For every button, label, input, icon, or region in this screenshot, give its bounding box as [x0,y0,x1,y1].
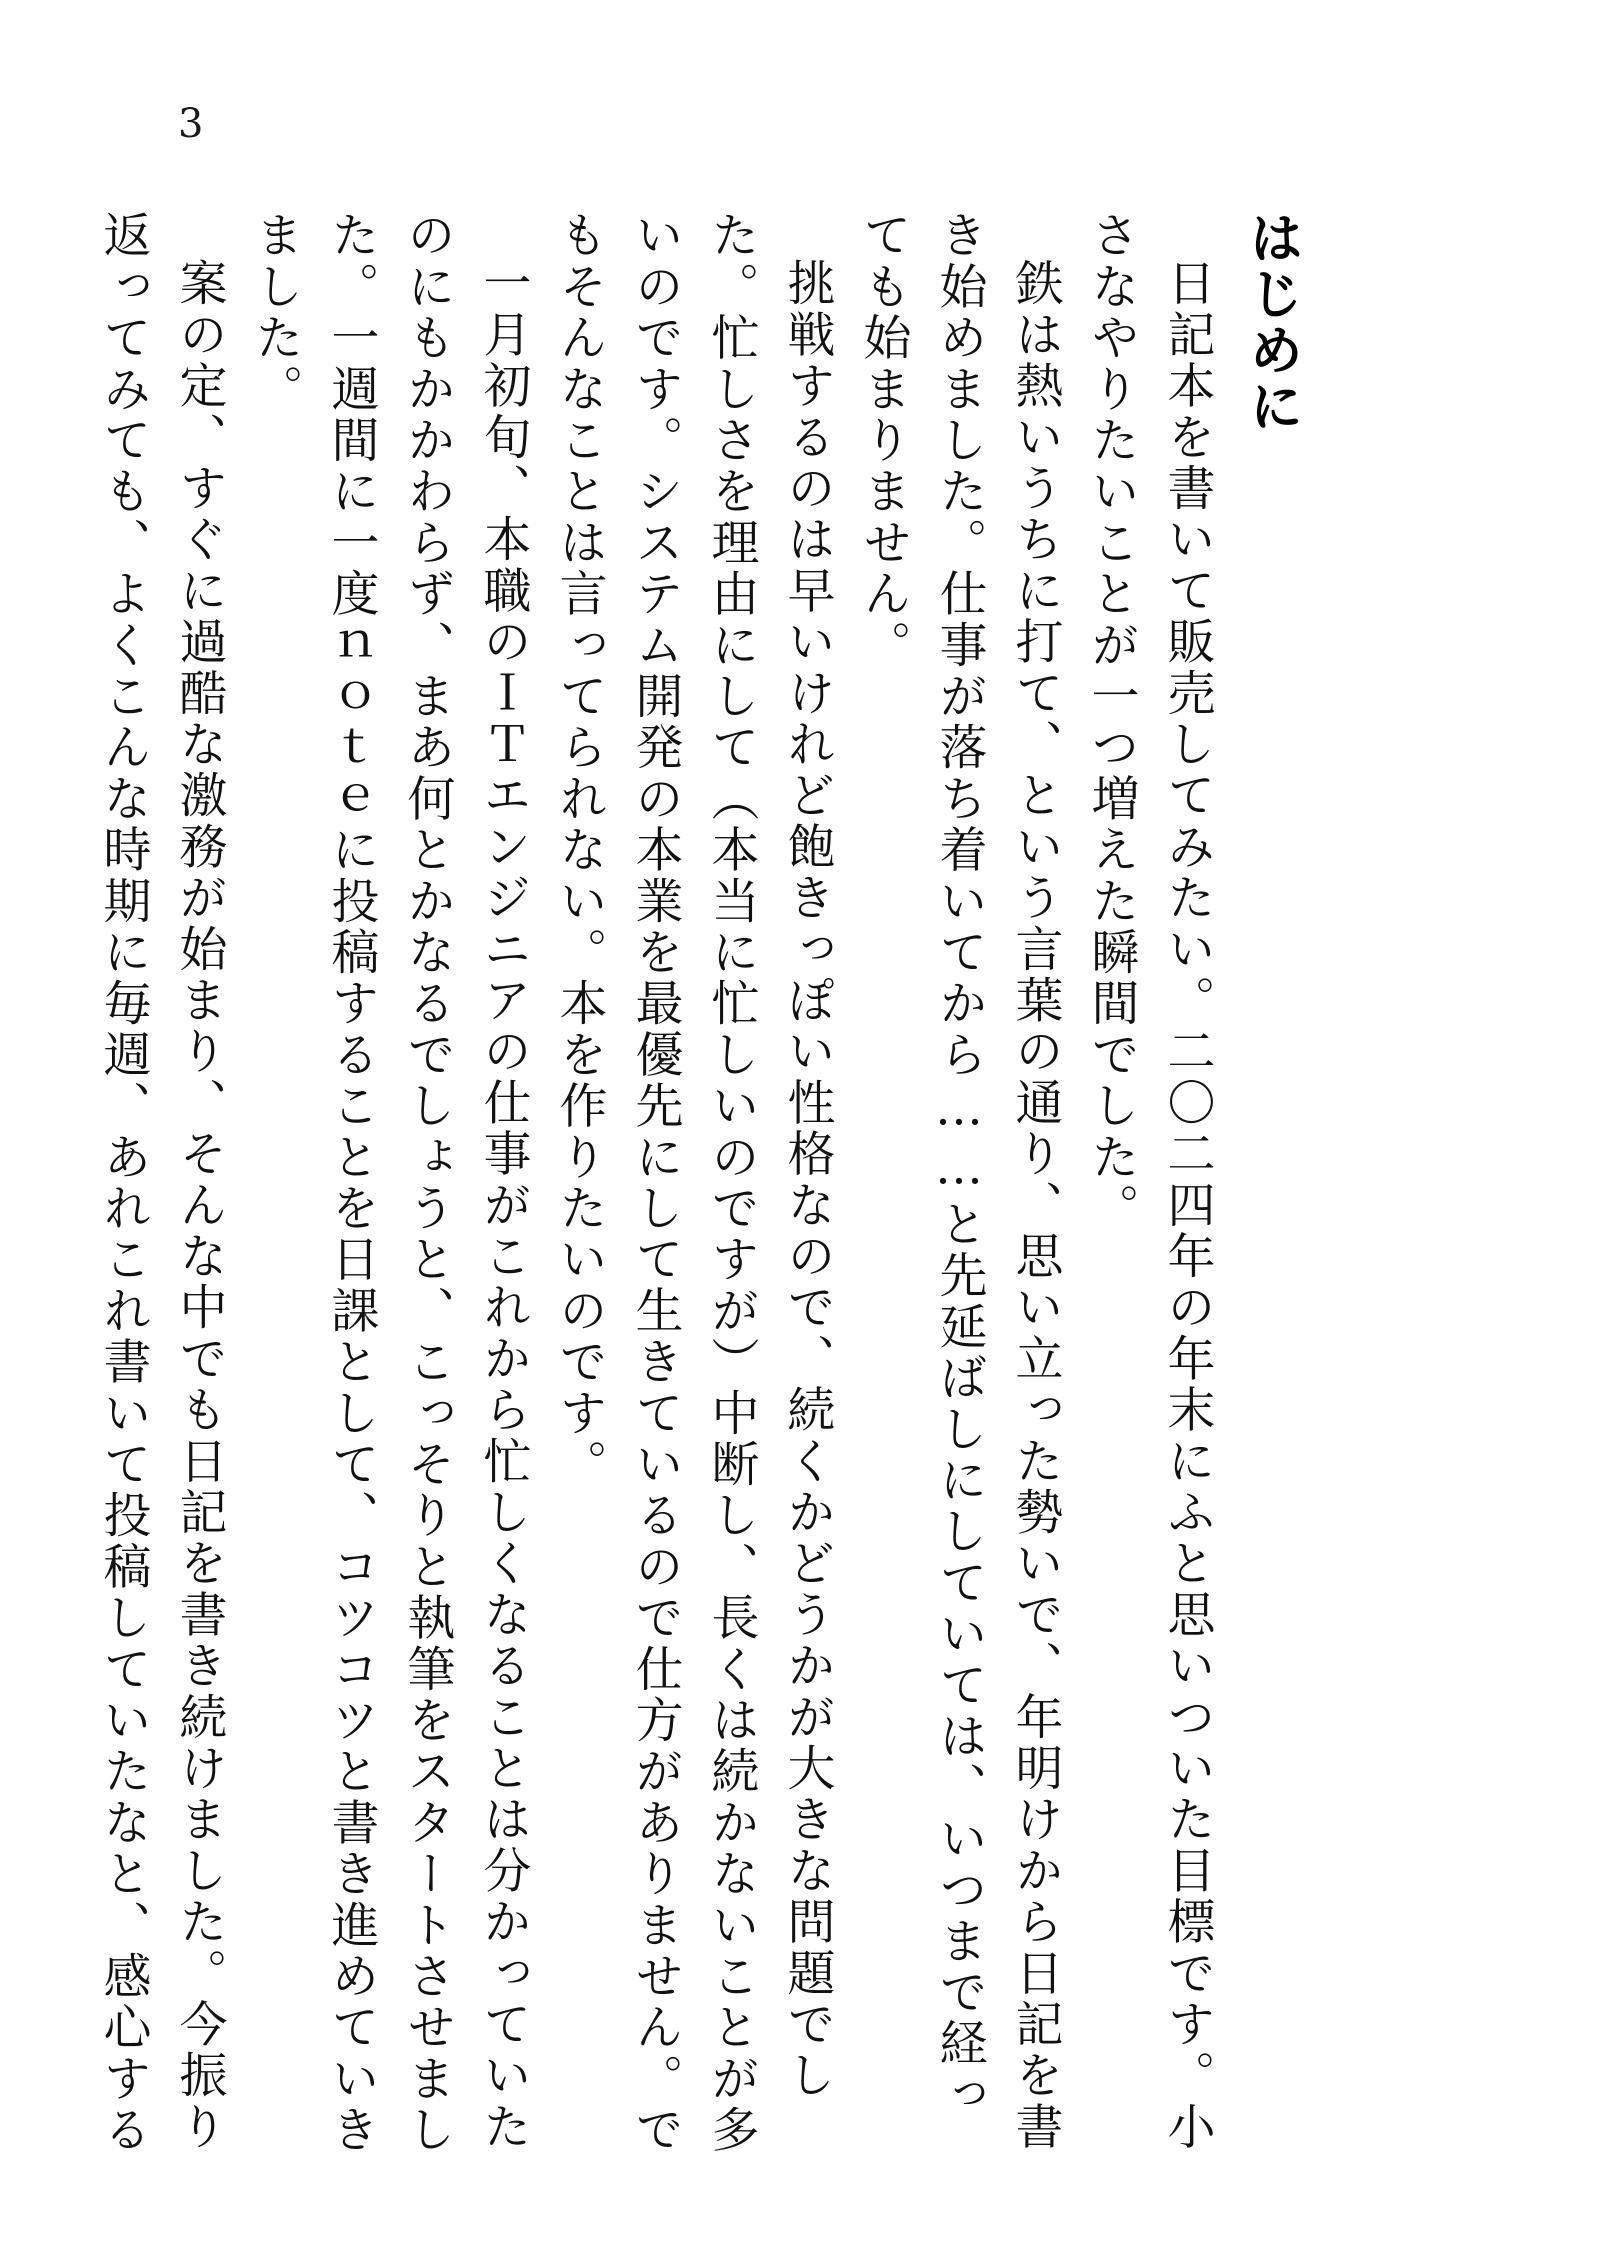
chapter-heading: はじめに [1241,210,1304,434]
paragraph: 案の定、すぐに過酷な激務が始まり、そんな中でも日記を書き続けました。今振り返ってみても、よくこんな時期に毎週、あれこれ書いて投稿していたなと、感心する [95,210,227,2156]
body-text [95,210,1320,2160]
paragraph: 挑戦するのは早いけれど飽きっぽい性格なので、続くかどうかが大きな問題でした。忙しさを理由にして（本当に忙しいのですが）中断し、長くは続かないことが多いのです。システム開発の本業を最優先にして生きているので仕方がありません。でもそんなことは言ってられない。本を作りたいのです。 [551,210,835,2156]
paragraph: 鉄は熱いうちに打て、という言葉の通り、思い立った勢いで、年明けから日記を書き始めました。仕事が落ち着いてから……と先延ばしにしていては、いつまで経っても始まりません。 [855,210,1063,2153]
paragraph: 一月初旬、本職のＩＴエンジニアの仕事がこれから忙しくなることは分かっていたのにもかかわらず、まあ何とかなるでしょうと、こっそりと執筆をスタートさせました。一週間に一度ｎｏｔｅに投稿することを日課として、コツコツと書き進めていきました。 [247,210,531,2156]
paragraph: 日記本を書いて販売してみたい。二〇二四年の年末にふと思いついた目標です。小さなやりたいことが一つ増えた瞬間でした。 [1083,210,1215,2153]
page-number: 3 [178,101,204,147]
